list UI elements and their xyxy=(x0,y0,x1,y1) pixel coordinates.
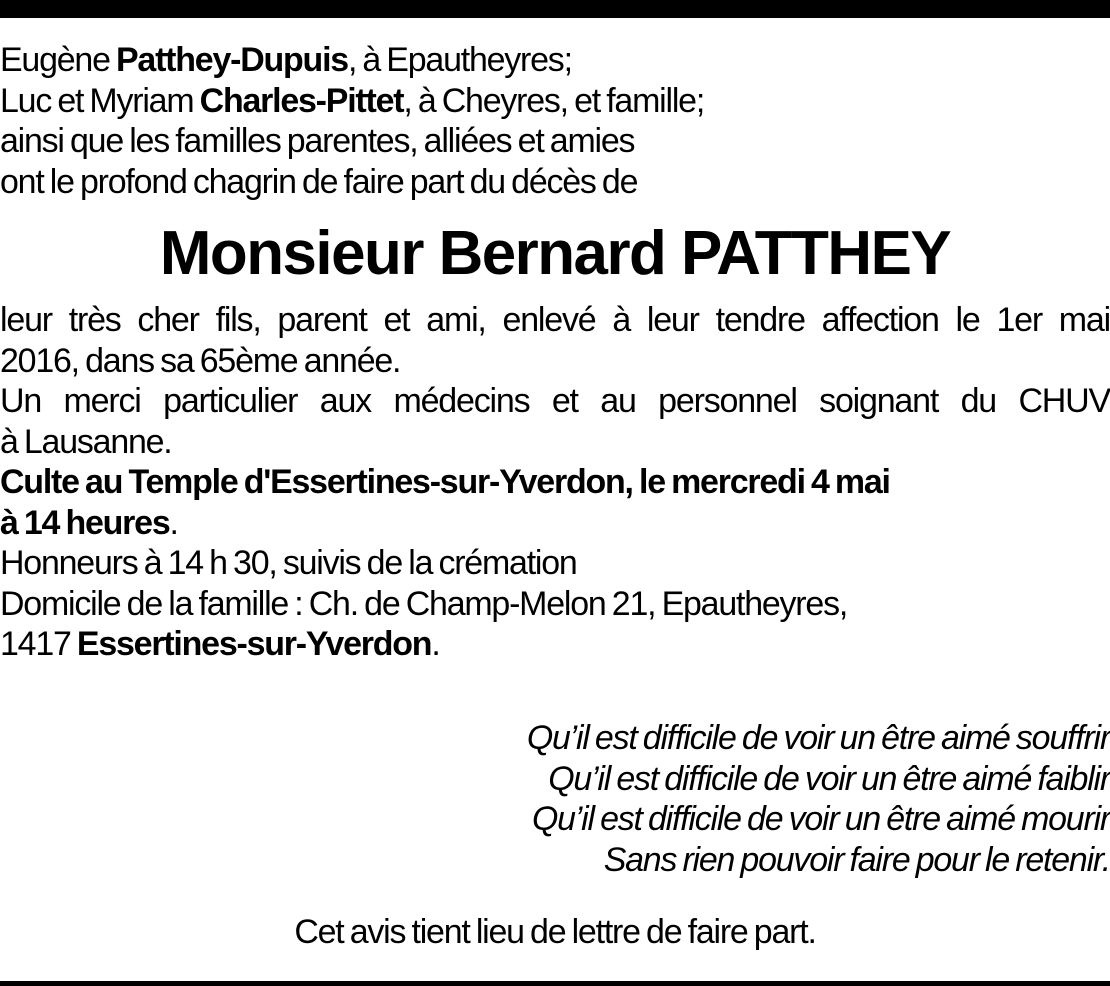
town-name: Essertines-sur-Yverdon xyxy=(76,625,432,663)
poem-verse xyxy=(0,718,1110,880)
poem-line-2: Qu’il est difficile de voir un être aimé faiblir xyxy=(548,759,1110,798)
bottom-border-rule xyxy=(0,981,1110,986)
family-name-patthey-dupuis: Patthey-Dupuis xyxy=(115,41,348,79)
body-line-2: 2016, dans sa 65ème année. xyxy=(0,341,401,380)
intro-line-4: ont le profond chagrin de faire part du décès de xyxy=(0,162,638,201)
service-time: à 14 heures xyxy=(0,503,170,542)
poem-line-3: Qu’il est difficile de voir un être aimé mourir xyxy=(531,800,1110,838)
body-paragraph xyxy=(0,300,1110,665)
address-town-line: 1417 Essertines-sur-Yverdon. xyxy=(0,625,440,663)
domicile-line: Domicile de la famille : Ch. de Champ-Melon 21, Epautheyres, xyxy=(0,584,848,623)
service-line-1: Culte au Temple d'Essertines-sur-Yverdon, le mercredi 4 mai xyxy=(0,463,890,501)
closing-note: Cet avis tient lieu de lettre de faire part. xyxy=(294,913,816,951)
intro-line-3: ainsi que les familles parentes, alliées et amies xyxy=(0,122,635,160)
top-border-rule xyxy=(0,0,1110,18)
poem-line-1: Qu’il est difficile de voir un être aimé souffrir xyxy=(526,719,1110,757)
poem-line-4: Sans rien pouvoir faire pour le retenir. xyxy=(603,840,1110,879)
family-name-charles-pittet: Charles-Pittet xyxy=(199,81,404,120)
intro-paragraph xyxy=(0,40,1110,202)
honours-line: Honneurs à 14 h 30, suivis de la crémation xyxy=(0,544,577,582)
intro-line-1: Eugène Patthey-Dupuis, à Epautheyres; xyxy=(0,41,572,79)
body-line-1: leur très cher fils, parent et ami, enlevé à leur tendre affection le 1er mai xyxy=(0,301,1110,339)
body-line-4: à Lausanne. xyxy=(0,422,172,461)
service-line-2: à 14 heures. xyxy=(0,503,178,542)
body-line-3: Un merci particulier aux médecins et au personnel soignant du CHUV xyxy=(0,382,1110,420)
intro-line-2: Luc et Myriam Charles-Pittet, à Cheyres, et famille; xyxy=(0,81,705,120)
deceased-name-heading: Monsieur Bernard PATTHEY xyxy=(159,219,951,288)
